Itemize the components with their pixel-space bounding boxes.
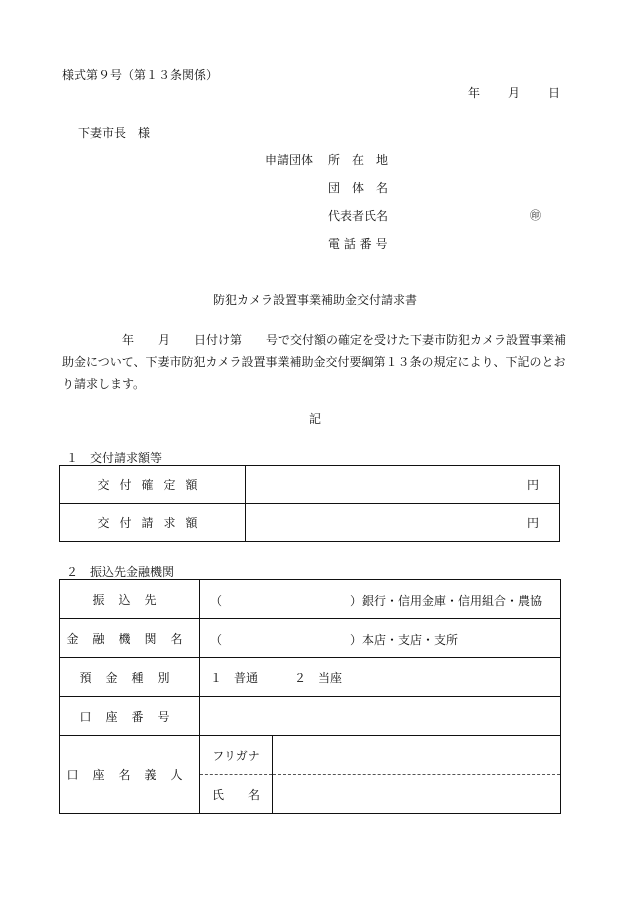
- confirmed-amount-cell[interactable]: [246, 466, 560, 504]
- holder-name-cell[interactable]: [273, 775, 561, 814]
- table-row: [60, 736, 561, 775]
- phone-label: 電 話 番 号: [328, 237, 388, 251]
- address-label: 所 在 地: [328, 153, 389, 167]
- date-day: 日: [548, 86, 561, 100]
- institution-cell[interactable]: [200, 619, 561, 658]
- table-row: [60, 580, 561, 619]
- form-number: 様式第９号（第１３条関係）: [62, 68, 219, 82]
- addressee: 下妻市長 様: [78, 126, 151, 140]
- paren-open: （: [210, 594, 223, 608]
- bank-type-options: ）銀行・信用金庫・信用組合・農協: [350, 594, 543, 608]
- requested-amount-label: 交付請求額: [60, 504, 246, 542]
- table-row: [60, 658, 561, 697]
- bank-account-table: [59, 579, 561, 814]
- representative-label: 代表者氏名: [328, 209, 389, 223]
- table-row: [60, 466, 560, 504]
- table-row: [60, 619, 561, 658]
- yen-unit: 円: [526, 516, 539, 530]
- account-number-cell[interactable]: [200, 697, 561, 736]
- ki-marker: 記: [308, 412, 321, 426]
- branch-type-options: ）本店・支店・支所: [350, 633, 459, 647]
- yen-unit: 円: [526, 478, 539, 492]
- applicant-group-label: 申請団体: [265, 153, 314, 167]
- account-number-label: 口座番号: [60, 697, 200, 736]
- institution-label: 金融機関名: [60, 619, 200, 658]
- seal-mark: ㊞: [530, 209, 541, 222]
- confirmed-amount-label: 交付確定額: [60, 466, 246, 504]
- section1-heading: １ 交付請求額等: [66, 451, 163, 465]
- holder-name-label: 氏 名: [200, 775, 273, 814]
- body-paragraph: 年 月 日付け第 号で交付額の確定を受けた下妻市防犯カメラ設置事業補助金について、下妻市防犯カメラ設置事業補助金交付要綱第１３条の規定により、下記のとおり請求します。: [62, 333, 567, 391]
- group-name-label: 団 体 名: [328, 181, 389, 195]
- transfer-cell[interactable]: [200, 580, 561, 619]
- date-year: 年: [468, 86, 481, 100]
- furigana-cell[interactable]: [273, 736, 561, 775]
- table-row: [60, 697, 561, 736]
- section2-heading: ２ 振込先金融機関: [66, 565, 175, 579]
- paren-open: （: [210, 633, 223, 647]
- date-line: [468, 84, 560, 101]
- requested-amount-cell[interactable]: [246, 504, 560, 542]
- document-title: 防犯カメラ設置事業補助金交付請求書: [212, 293, 417, 307]
- deposit-type-value[interactable]: １ 普通 ２ 当座: [200, 658, 561, 697]
- account-holder-label: 口座名義人: [60, 736, 200, 814]
- request-amount-table: [59, 465, 560, 542]
- deposit-type-label: 預金種別: [60, 658, 200, 697]
- table-row: [60, 504, 560, 542]
- transfer-label: 振込先: [60, 580, 200, 619]
- date-month: 月: [508, 86, 521, 100]
- furigana-label: フリガナ: [200, 736, 273, 775]
